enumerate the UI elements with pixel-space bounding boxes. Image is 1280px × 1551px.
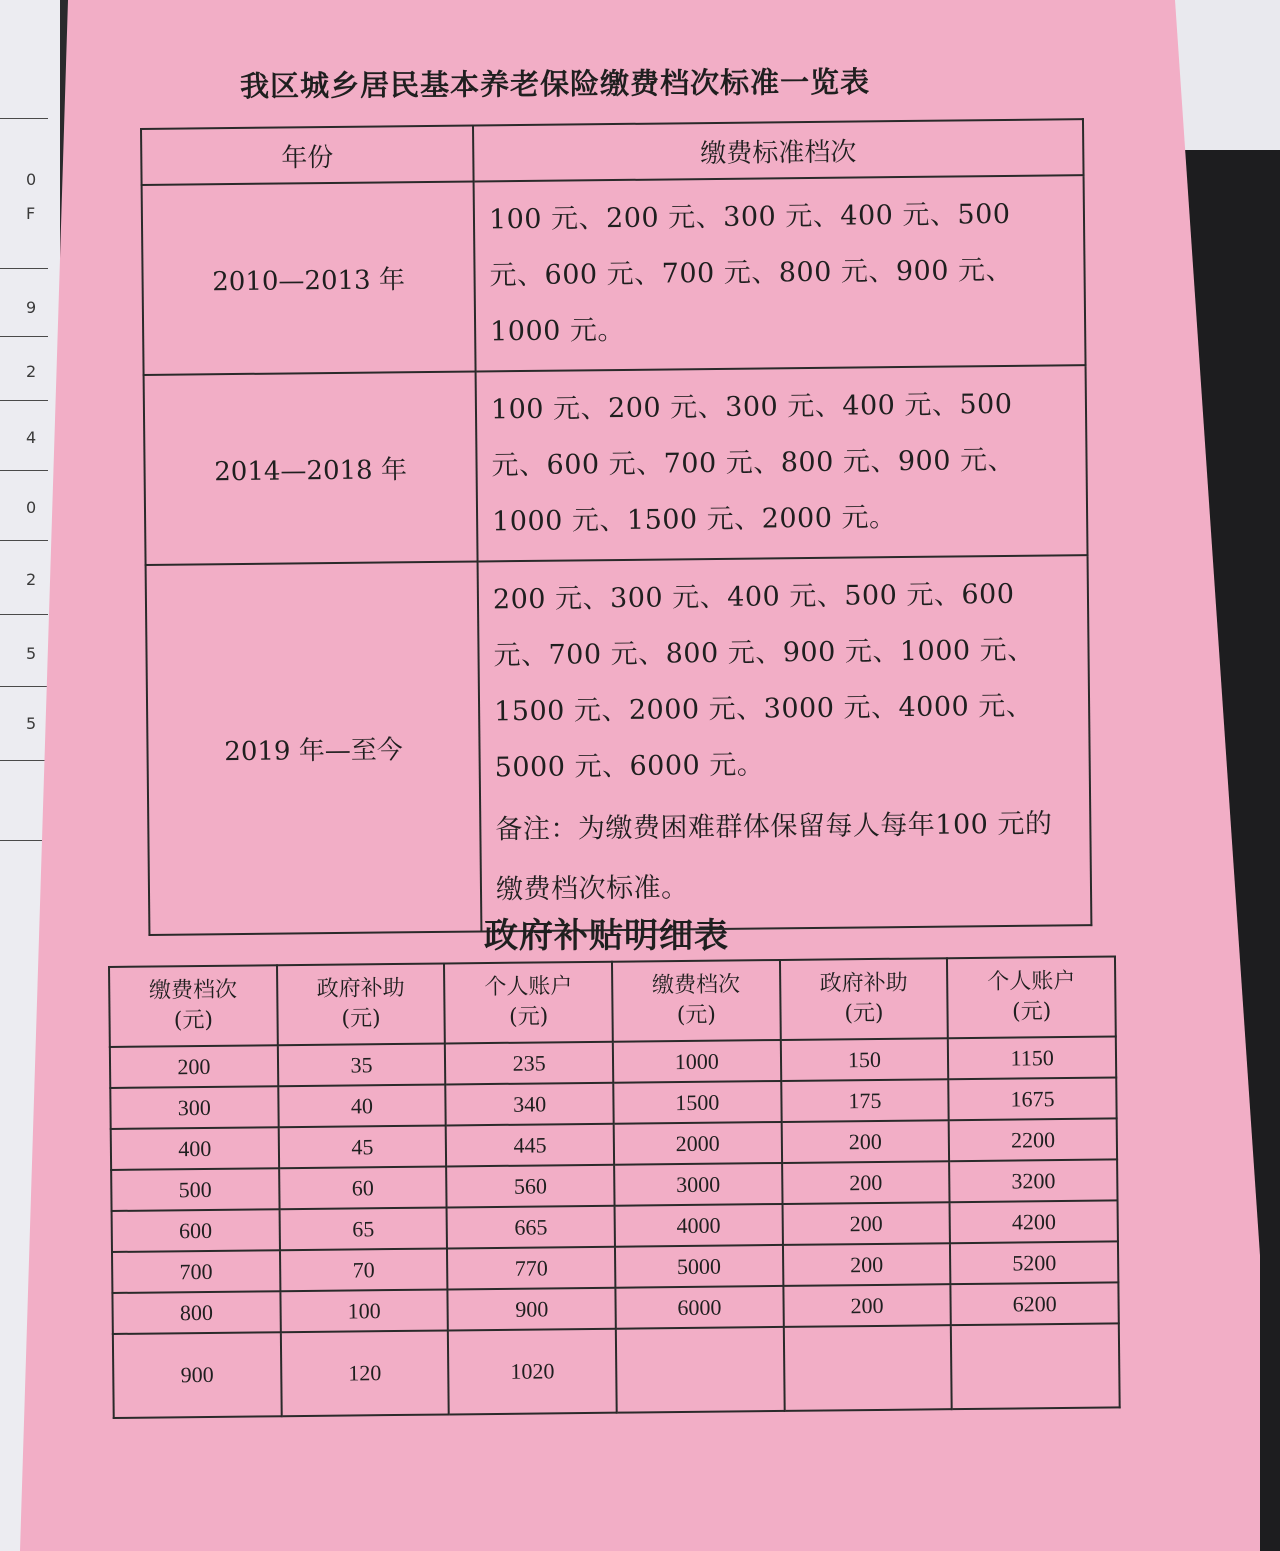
column-header [947, 956, 1116, 1038]
margin-line [0, 686, 48, 687]
personal-account-cell [951, 1323, 1120, 1409]
header-unit: (元) [844, 1000, 884, 1027]
margin-digit: F [26, 204, 36, 223]
contribution-level-cell: 500 [111, 1168, 279, 1211]
margin-line [0, 540, 48, 541]
header-unit: (元) [676, 1002, 717, 1029]
personal-account-cell: 665 [447, 1206, 615, 1249]
personal-account-cell: 235 [445, 1042, 613, 1085]
header-unit: (元) [508, 1004, 549, 1030]
subsidy-table-body [110, 1036, 1120, 1418]
personal-account-cell: 1020 [448, 1329, 617, 1415]
margin-line [0, 118, 48, 119]
personal-account-cell: 560 [446, 1165, 614, 1208]
government-subsidy-cell: 175 [781, 1079, 949, 1122]
header-label: 个人账户 [987, 968, 1076, 995]
header-unit: (元) [173, 1007, 214, 1034]
government-subsidy-cell [783, 1325, 952, 1411]
table-header-row [109, 956, 1116, 1047]
contribution-level-cell: 2000 [614, 1122, 782, 1165]
personal-account-cell: 5200 [950, 1241, 1118, 1284]
government-subsidy-cell: 70 [280, 1248, 448, 1291]
contribution-standard-table [140, 118, 1092, 936]
personal-account-cell: 2200 [949, 1118, 1117, 1161]
government-subsidy-cell: 120 [281, 1330, 450, 1416]
margin-line [0, 760, 48, 761]
contribution-level-cell: 800 [112, 1291, 280, 1334]
contribution-level-cell: 300 [110, 1086, 278, 1129]
government-subsidy-cell: 200 [783, 1243, 951, 1286]
contribution-level-cell: 3000 [614, 1163, 782, 1206]
period-cell: 2019 年—至今 [146, 561, 482, 934]
table-header-row [141, 119, 1084, 185]
subsidy-table-title: 政府补贴明细表 [484, 916, 729, 956]
government-subsidy-cell: 200 [782, 1202, 950, 1245]
margin-line [0, 840, 48, 841]
margin-digit: 9 [26, 298, 37, 317]
margin-digit: 5 [26, 644, 37, 663]
levels-cell: 100 元、200 元、300 元、400 元、500 元、600 元、700 元、800 元、900 元、1000 元。 [474, 175, 1086, 371]
contribution-level-cell: 900 [113, 1332, 282, 1418]
margin-line [0, 614, 48, 615]
remark-note: 备注：为缴费困难群体保留每人每年100 元的缴费档次标准。 [495, 808, 1053, 906]
contribution-level-cell: 200 [110, 1045, 278, 1088]
personal-account-cell: 900 [448, 1288, 616, 1331]
levels-text: 200 元、300 元、400 元、500 元、600 元、700 元、800 元、900 元、1000 元、1500 元、2000 元、3000 元、4000 元、5000 元、6000 元。 [492, 578, 1035, 784]
margin-digit: 2 [26, 570, 37, 589]
header-label: 个人账户 [484, 974, 573, 1001]
contribution-level-cell: 1500 [613, 1081, 781, 1124]
government-subsidy-cell: 200 [782, 1161, 950, 1204]
table-row [144, 365, 1088, 565]
table-row [142, 175, 1086, 375]
contribution-level-cell: 700 [112, 1250, 280, 1293]
contribution-level-cell: 4000 [615, 1204, 783, 1247]
contribution-level-cell: 400 [111, 1127, 279, 1170]
header-label: 缴费档次 [651, 972, 741, 999]
contribution-level-cell [616, 1327, 785, 1413]
government-subsidy-cell: 200 [781, 1120, 949, 1163]
column-header [444, 962, 612, 1044]
header-unit: (元) [341, 1006, 381, 1032]
government-subsidy-cell: 35 [277, 1043, 445, 1086]
personal-account-cell: 770 [447, 1247, 615, 1290]
margin-digit: 2 [26, 362, 37, 381]
levels-cell: 100 元、200 元、300 元、400 元、500 元、600 元、700 元、800 元、900 元、1000 元、1500 元、2000 元。 [476, 365, 1088, 561]
government-subsidy-cell: 45 [278, 1125, 446, 1168]
margin-line [0, 336, 48, 337]
period-cell: 2010—2013 年 [142, 182, 476, 375]
personal-account-cell: 445 [446, 1124, 614, 1167]
government-subsidy-cell: 200 [783, 1284, 951, 1327]
margin-digit: 4 [26, 428, 37, 447]
header-label: 政府补助 [819, 970, 908, 997]
table-row [146, 555, 1092, 935]
personal-account-cell: 4200 [950, 1200, 1118, 1243]
subsidy-detail-table [108, 955, 1121, 1419]
contribution-level-cell: 1000 [613, 1040, 781, 1083]
personal-account-cell: 3200 [949, 1159, 1117, 1202]
government-subsidy-cell: 100 [280, 1289, 448, 1332]
column-header-year: 年份 [141, 126, 474, 185]
document-title: 我区城乡居民基本养老保险缴费档次标准一览表 [239, 64, 871, 104]
table-row [113, 1323, 1120, 1418]
margin-digit: 0 [26, 170, 37, 189]
margin-line [0, 400, 48, 401]
header-label: 缴费档次 [148, 977, 238, 1004]
column-header [612, 960, 780, 1042]
personal-account-cell: 1675 [949, 1077, 1117, 1120]
margin-line [0, 470, 48, 471]
period-cell: 2014—2018 年 [144, 371, 478, 564]
margin-digit: 0 [26, 498, 37, 517]
margin-digit: 5 [26, 714, 37, 733]
column-header [109, 965, 277, 1047]
column-header [780, 958, 948, 1040]
personal-account-cell: 340 [446, 1083, 614, 1126]
contribution-level-cell: 5000 [615, 1245, 783, 1288]
contribution-level-cell: 600 [112, 1209, 280, 1252]
personal-account-cell: 1150 [948, 1036, 1116, 1079]
government-subsidy-cell: 150 [780, 1038, 948, 1081]
margin-line [0, 268, 48, 269]
contribution-level-cell: 6000 [615, 1286, 783, 1329]
header-unit: (元) [1011, 999, 1052, 1025]
government-subsidy-cell: 65 [279, 1207, 447, 1250]
levels-cell [478, 555, 1092, 931]
header-label: 政府补助 [316, 975, 405, 1002]
column-header-levels: 缴费标准档次 [473, 119, 1084, 181]
personal-account-cell: 6200 [951, 1282, 1119, 1325]
government-subsidy-cell: 40 [278, 1084, 446, 1127]
government-subsidy-cell: 60 [279, 1166, 447, 1209]
column-header [277, 963, 445, 1045]
